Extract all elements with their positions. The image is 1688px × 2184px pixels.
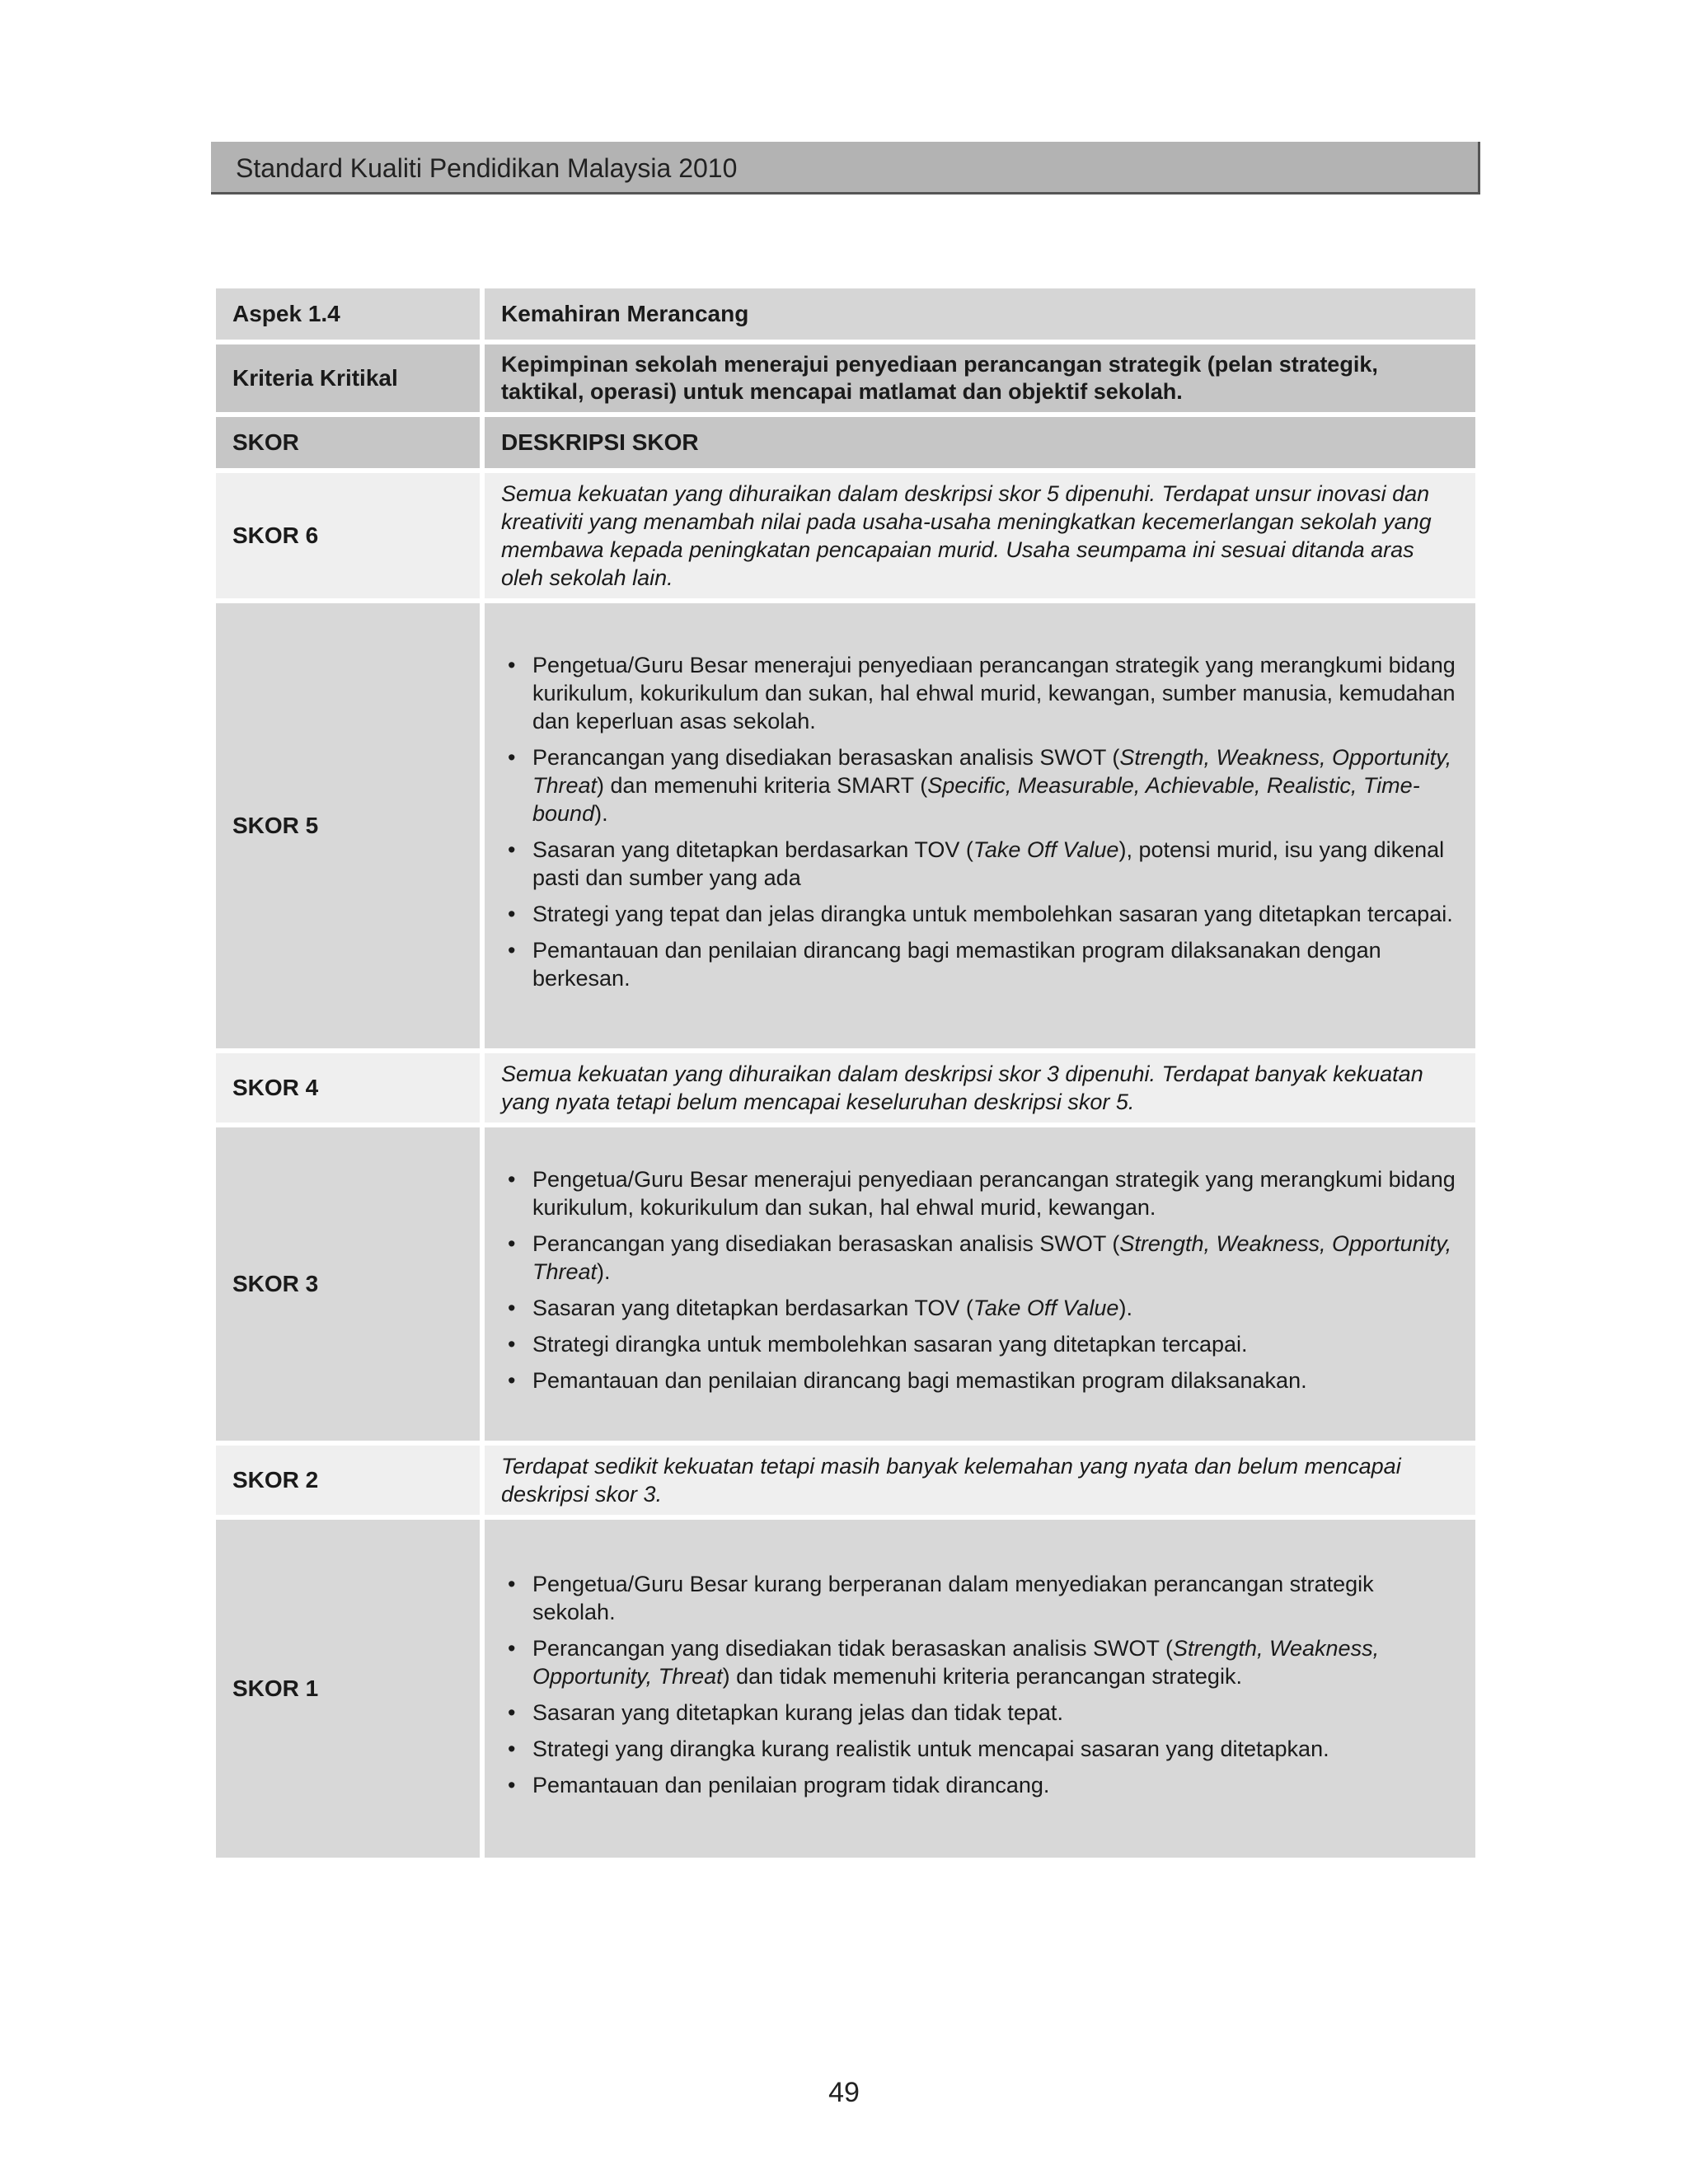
kriteria-value: Kepimpinan sekolah menerajui penyediaan perancangan strategik (pelan strategik, taktikal, operasi) untuk mencapai matlamat dan objektif sekolah. bbox=[485, 344, 1475, 412]
criteria-list bbox=[501, 1165, 1459, 1394]
score-description-3 bbox=[485, 1127, 1475, 1441]
score-header-row bbox=[216, 417, 1475, 468]
score-description-5 bbox=[485, 603, 1475, 1048]
score-description-2: Terdapat sedikit kekuatan tetapi masih banyak kelemahan yang nyata dan belum mencapai deskripsi skor 3. bbox=[485, 1446, 1475, 1515]
kriteria-row bbox=[216, 344, 1475, 412]
header-title: Standard Kualiti Pendidikan Malaysia 2010 bbox=[236, 153, 738, 183]
criteria-list bbox=[501, 1570, 1459, 1799]
list-item: • Sasaran yang ditetapkan berdasarkan TOV (Take Off Value). bbox=[501, 1294, 1459, 1322]
page-number: 49 bbox=[828, 2077, 860, 2108]
list-item: • Perancangan yang disediakan berasaskan analisis SWOT (Strength, Weakness, Opportunity, Threat) dan memenuhi kriteria SMART (Specific, Measurable, Achievable, Realistic, Time-bound). bbox=[501, 743, 1459, 827]
list-item: • Pengetua/Guru Besar menerajui penyediaan perancangan strategik yang merangkumi bidang kurikulum, kokurikulum dan sukan, hal ehwal murid, kewangan, sumber manusia, kemudahan dan keperluan asas sekolah. bbox=[501, 651, 1459, 735]
score-row-6 bbox=[216, 473, 1475, 598]
list-item: • Pengetua/Guru Besar kurang berperanan dalam menyediakan perancangan strategik sekolah. bbox=[501, 1570, 1459, 1626]
score-column-header: SKOR bbox=[216, 417, 485, 468]
list-item: • Perancangan yang disediakan tidak berasaskan analisis SWOT (Strength, Weakness, Opportunity, Threat) dan tidak memenuhi kriteria perancangan strategik. bbox=[501, 1634, 1459, 1690]
score-row-1 bbox=[216, 1520, 1475, 1858]
list-item: • Pemantauan dan penilaian program tidak dirancang. bbox=[501, 1771, 1459, 1799]
kriteria-label: Kriteria Kritikal bbox=[216, 344, 485, 412]
aspek-value: Kemahiran Merancang bbox=[485, 288, 1475, 340]
description-column-header: DESKRIPSI SKOR bbox=[485, 417, 1475, 468]
score-label-4: SKOR 4 bbox=[216, 1053, 485, 1122]
list-item: • Strategi yang dirangka kurang realistik untuk mencapai sasaran yang ditetapkan. bbox=[501, 1735, 1459, 1763]
score-description-6: Semua kekuatan yang dihuraikan dalam deskripsi skor 5 dipenuhi. Terdapat unsur inovasi dan kreativiti yang menambah nilai pada usaha-usaha meningkatkan kecemerlangan sekolah yang membawa kepada peningkatan pencapaian murid. Usaha seumpama ini sesuai ditanda aras oleh sekolah lain. bbox=[485, 473, 1475, 598]
list-item: • Strategi yang tepat dan jelas dirangka untuk membolehkan sasaran yang ditetapkan tercapai. bbox=[501, 900, 1459, 928]
score-description-1 bbox=[485, 1520, 1475, 1858]
score-row-5 bbox=[216, 603, 1475, 1048]
score-description-4: Semua kekuatan yang dihuraikan dalam deskripsi skor 3 dipenuhi. Terdapat banyak kekuatan yang nyata tetapi belum mencapai keseluruhan deskripsi skor 5. bbox=[485, 1053, 1475, 1122]
list-item: • Pengetua/Guru Besar menerajui penyediaan perancangan strategik yang merangkumi bidang kurikulum, kokurikulum dan sukan, hal ehwal murid, kewangan. bbox=[501, 1165, 1459, 1221]
score-label-6: SKOR 6 bbox=[216, 473, 485, 598]
score-row-4 bbox=[216, 1053, 1475, 1122]
aspek-row bbox=[216, 288, 1475, 340]
list-item: • Pemantauan dan penilaian dirancang bagi memastikan program dilaksanakan. bbox=[501, 1366, 1459, 1394]
criteria-list bbox=[501, 651, 1459, 992]
running-header bbox=[211, 142, 1480, 194]
score-row-3 bbox=[216, 1127, 1475, 1441]
aspek-label: Aspek 1.4 bbox=[216, 288, 485, 340]
score-row-2 bbox=[216, 1446, 1475, 1515]
score-label-5: SKOR 5 bbox=[216, 603, 485, 1048]
list-item: • Pemantauan dan penilaian dirancang bagi memastikan program dilaksanakan dengan berkesan. bbox=[501, 936, 1459, 992]
list-item: • Sasaran yang ditetapkan berdasarkan TOV (Take Off Value), potensi murid, isu yang dikenal pasti dan sumber yang ada bbox=[501, 836, 1459, 892]
score-label-2: SKOR 2 bbox=[216, 1446, 485, 1515]
rubric-table bbox=[216, 284, 1475, 1863]
list-item: • Strategi dirangka untuk membolehkan sasaran yang ditetapkan tercapai. bbox=[501, 1330, 1459, 1358]
score-label-1: SKOR 1 bbox=[216, 1520, 485, 1858]
list-item: • Sasaran yang ditetapkan kurang jelas dan tidak tepat. bbox=[501, 1699, 1459, 1727]
score-label-3: SKOR 3 bbox=[216, 1127, 485, 1441]
list-item: • Perancangan yang disediakan berasaskan analisis SWOT (Strength, Weakness, Opportunity, Threat). bbox=[501, 1230, 1459, 1286]
